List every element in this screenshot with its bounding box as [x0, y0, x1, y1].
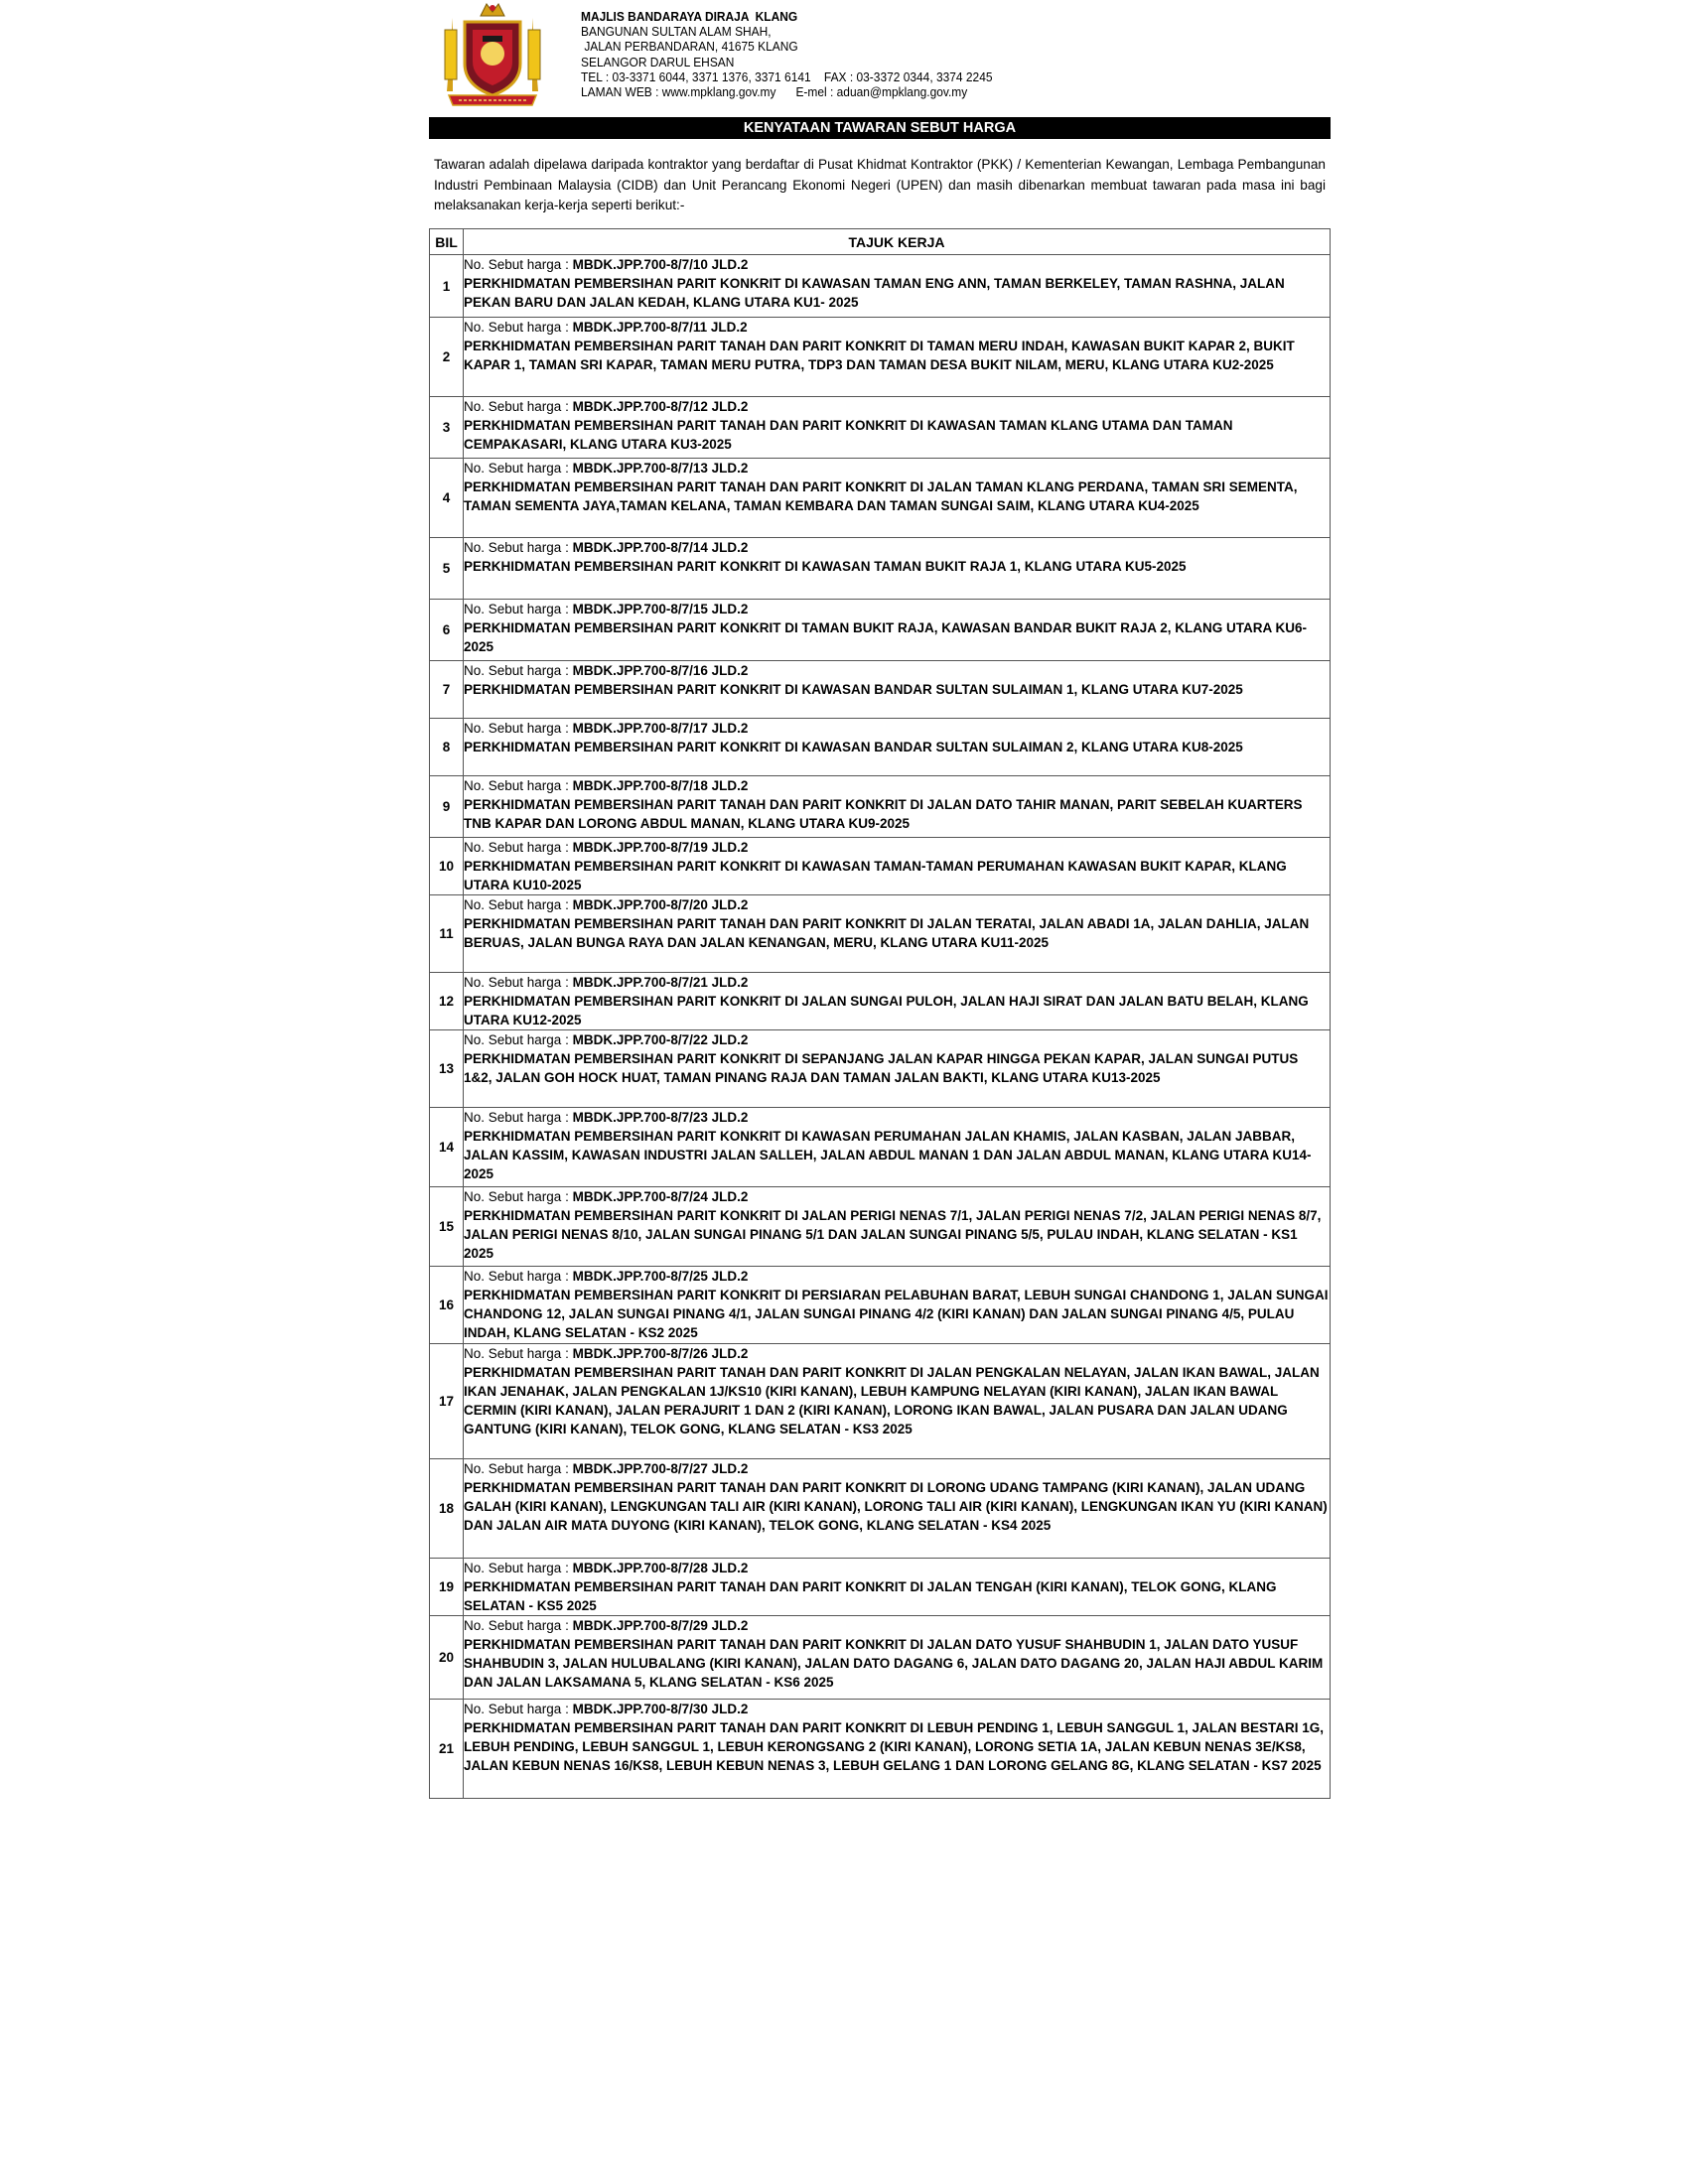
job-title: PERKHIDMATAN PEMBERSIHAN PARIT TANAH DAN PARIT KONKRIT DI JALAN TERATAI, JALAN ABADI 1A, JALAN DAHLIA, JALAN BERUAS, JALAN BUNGA RAYA DAN JALAN KENANGAN, MERU, KLANG UTARA KU11-2025	[464, 916, 1310, 950]
job-title: PERKHIDMATAN PEMBERSIHAN PARIT TANAH DAN PARIT KONKRIT DI JALAN DATO TAHIR MANAN, PARIT SEBELAH KUARTERS TNB KAPAR DAN LORONG ABDUL MANAN, KLANG UTARA KU9-2025	[464, 797, 1303, 831]
job-title: PERKHIDMATAN PEMBERSIHAN PARIT KONKRIT DI KAWASAN BANDAR SULTAN SULAIMAN 1, KLANG UTARA KU7-2025	[464, 682, 1243, 697]
quotation-ref-number: MBDK.JPP.700-8/7/18 JLD.2	[572, 778, 749, 793]
ref-label: No. Sebut harga :	[464, 1110, 569, 1125]
row-number: 20	[430, 1616, 464, 1700]
quotation-ref-number: MBDK.JPP.700-8/7/21 JLD.2	[572, 975, 749, 990]
ref-label: No. Sebut harga :	[464, 399, 569, 414]
table-row	[430, 1700, 1331, 1799]
row-job-cell	[464, 397, 1331, 459]
quotation-ref-number: MBDK.JPP.700-8/7/20 JLD.2	[572, 897, 749, 912]
address-line-2: JALAN PERBANDARAN, 41675 KLANG	[581, 39, 798, 55]
row-number: 12	[430, 973, 464, 1030]
ref-label: No. Sebut harga :	[464, 461, 569, 476]
ref-label: No. Sebut harga :	[464, 975, 569, 990]
web-email-line: LAMAN WEB : www.mpklang.gov.my E-mel : aduan@mpklang.gov.my	[581, 84, 968, 100]
job-title: PERKHIDMATAN PEMBERSIHAN PARIT KONKRIT DI KAWASAN BANDAR SULTAN SULAIMAN 2, KLANG UTARA KU8-2025	[464, 740, 1243, 754]
ref-label: No. Sebut harga :	[464, 840, 569, 855]
quotation-ref-number: MBDK.JPP.700-8/7/29 JLD.2	[572, 1618, 749, 1633]
job-title: PERKHIDMATAN PEMBERSIHAN PARIT KONKRIT DI KAWASAN TAMAN ENG ANN, TAMAN BERKELEY, TAMAN RASHNA, JALAN PEKAN BARU DAN JALAN KEDAH, KLANG UTARA KU1- 2025	[464, 276, 1285, 310]
row-number: 2	[430, 318, 464, 397]
address-line-1: BANGUNAN SULTAN ALAM SHAH,	[581, 24, 772, 40]
quotation-ref-number: MBDK.JPP.700-8/7/13 JLD.2	[572, 461, 749, 476]
table-row	[430, 255, 1331, 318]
quotation-ref-number: MBDK.JPP.700-8/7/10 JLD.2	[572, 257, 749, 272]
quotation-ref-number: MBDK.JPP.700-8/7/14 JLD.2	[572, 540, 749, 555]
quotation-ref-number: MBDK.JPP.700-8/7/30 JLD.2	[572, 1702, 749, 1716]
ref-label: No. Sebut harga :	[464, 1189, 569, 1204]
table-row	[430, 838, 1331, 895]
job-title: PERKHIDMATAN PEMBERSIHAN PARIT KONKRIT DI JALAN SUNGAI PULOH, JALAN HAJI SIRAT DAN JALAN BATU BELAH, KLANG UTARA KU12-2025	[464, 994, 1309, 1027]
row-number: 18	[430, 1459, 464, 1559]
ref-label: No. Sebut harga :	[464, 540, 569, 555]
quotation-ref-number: MBDK.JPP.700-8/7/22 JLD.2	[572, 1032, 749, 1047]
row-job-cell	[464, 1267, 1331, 1344]
table-row	[430, 318, 1331, 397]
ref-label: No. Sebut harga :	[464, 1461, 569, 1476]
notice-title-banner: KENYATAAN TAWARAN SEBUT HARGA	[429, 117, 1331, 139]
row-job-cell	[464, 895, 1331, 973]
job-title: PERKHIDMATAN PEMBERSIHAN PARIT TANAH DAN PARIT KONKRIT DI JALAN DATO YUSUF SHAHBUDIN 1, JALAN DATO YUSUF SHAHBUDIN 3, JALAN HULUBALANG (KIRI KANAN), JALAN DATO DAGANG 6, JALAN DATO DAGANG 20, JALAN HAJI ABDUL KARIM DAN JALAN LAKSAMANA 5, KLANG SELATAN - KS6 2025	[464, 1637, 1324, 1690]
ref-label: No. Sebut harga :	[464, 897, 569, 912]
table-row	[430, 776, 1331, 838]
quotation-ref-number: MBDK.JPP.700-8/7/27 JLD.2	[572, 1461, 749, 1476]
row-number: 7	[430, 661, 464, 719]
quotation-ref-number: MBDK.JPP.700-8/7/25 JLD.2	[572, 1269, 749, 1284]
row-number: 6	[430, 600, 464, 661]
job-title: PERKHIDMATAN PEMBERSIHAN PARIT KONKRIT DI TAMAN BUKIT RAJA, KAWASAN BANDAR BUKIT RAJA 2, KLANG UTARA KU6-2025	[464, 620, 1307, 654]
row-number: 15	[430, 1187, 464, 1267]
row-job-cell	[464, 318, 1331, 397]
row-number: 1	[430, 255, 464, 318]
quotation-ref-number: MBDK.JPP.700-8/7/12 JLD.2	[572, 399, 749, 414]
table-row	[430, 538, 1331, 600]
table-row	[430, 895, 1331, 973]
col-header-bil: BIL	[430, 229, 464, 255]
org-address-block	[581, 9, 1029, 99]
table-header-row	[430, 229, 1331, 255]
job-title: PERKHIDMATAN PEMBERSIHAN PARIT TANAH DAN PARIT KONKRIT DI KAWASAN TAMAN KLANG UTAMA DAN TAMAN CEMPAKASARI, KLANG UTARA KU3-2025	[464, 418, 1233, 452]
row-job-cell	[464, 255, 1331, 318]
table-row	[430, 1559, 1331, 1616]
job-title: PERKHIDMATAN PEMBERSIHAN PARIT KONKRIT DI JALAN PERIGI NENAS 7/1, JALAN PERIGI NENAS 7/2, JALAN PERIGI NENAS 8/7, JALAN PERIGI NENAS 8/10, JALAN SUNGAI PINANG 5/1 DAN JALAN SUNGAI PINANG 5/5, PULAU INDAH, KLANG SELATAN - KS1 2025	[464, 1208, 1322, 1261]
quotation-ref-number: MBDK.JPP.700-8/7/28 JLD.2	[572, 1561, 749, 1575]
notice-page	[427, 0, 1331, 1773]
intro-paragraph: Tawaran adalah dipelawa daripada kontraktor yang berdaftar di Pusat Khidmat Kontraktor (PKK) / Kementerian Kewangan, Lembaga Pembangunan Industri Pembinaan Malaysia (CIDB) dan Unit Perancang Ekonomi Negeri (UPEN) dan masih dibenarkan membuat tawaran pada masa ini bagi melaksanakan kerja-kerja seperti berikut:-	[434, 157, 1326, 212]
job-title: PERKHIDMATAN PEMBERSIHAN PARIT KONKRIT DI KAWASAN TAMAN BUKIT RAJA 1, KLANG UTARA KU5-2025	[464, 559, 1187, 574]
ref-label: No. Sebut harga :	[464, 1561, 569, 1575]
table-row	[430, 397, 1331, 459]
table-row	[430, 1108, 1331, 1187]
job-title: PERKHIDMATAN PEMBERSIHAN PARIT TANAH DAN PARIT KONKRIT DI JALAN PENGKALAN NELAYAN, JALAN IKAN BAWAL, JALAN IKAN JENAHAK, JALAN PENGKALAN 1J/KS10 (KIRI KANAN), LEBUH KAMPUNG NELAYAN (KIRI KANAN), JALAN IKAN BAWAL CERMIN (KIRI KANAN), JALAN PERAJURIT 1 DAN 2 (KIRI KANAN), LORONG IKAN BAWAL, JALAN PUSARA DAN JALAN UDANG GANTUNG (KIRI KANAN), TELOK GONG, KLANG SELATAN - KS3 2025	[464, 1365, 1320, 1436]
quotation-ref-number: MBDK.JPP.700-8/7/24 JLD.2	[572, 1189, 749, 1204]
ref-label: No. Sebut harga :	[464, 721, 569, 736]
quotation-ref-number: MBDK.JPP.700-8/7/16 JLD.2	[572, 663, 749, 678]
row-number: 8	[430, 719, 464, 776]
job-title: PERKHIDMATAN PEMBERSIHAN PARIT KONKRIT DI SEPANJANG JALAN KAPAR HINGGA PEKAN KAPAR, JALAN SUNGAI PUTUS 1&2, JALAN GOH HOCK HUAT, TAMAN PINANG RAJA DAN TAMAN JALAN BAKTI, KLANG UTARA KU13-2025	[464, 1051, 1299, 1085]
row-job-cell	[464, 776, 1331, 838]
table-row	[430, 1616, 1331, 1700]
ref-label: No. Sebut harga :	[464, 663, 569, 678]
row-job-cell	[464, 838, 1331, 895]
ref-label: No. Sebut harga :	[464, 320, 569, 335]
row-job-cell	[464, 1344, 1331, 1459]
row-number: 17	[430, 1344, 464, 1459]
row-job-cell	[464, 1108, 1331, 1187]
quotation-ref-number: MBDK.JPP.700-8/7/19 JLD.2	[572, 840, 749, 855]
row-number: 13	[430, 1030, 464, 1108]
org-name: MAJLIS BANDARAYA DIRAJA KLANG	[581, 9, 798, 24]
ref-label: No. Sebut harga :	[464, 1618, 569, 1633]
row-job-cell	[464, 973, 1331, 1030]
row-number: 21	[430, 1700, 464, 1799]
row-number: 4	[430, 459, 464, 538]
ref-label: No. Sebut harga :	[464, 778, 569, 793]
row-job-cell	[464, 1030, 1331, 1108]
row-job-cell	[464, 600, 1331, 661]
row-number: 14	[430, 1108, 464, 1187]
row-number: 3	[430, 397, 464, 459]
ref-label: No. Sebut harga :	[464, 1032, 569, 1047]
row-number: 5	[430, 538, 464, 600]
letterhead	[427, 0, 1331, 114]
job-title: PERKHIDMATAN PEMBERSIHAN PARIT TANAH DAN PARIT KONKRIT DI TAMAN MERU INDAH, KAWASAN BUKIT KAPAR 2, BUKIT KAPAR 1, TAMAN SRI KAPAR, TAMAN MERU PUTRA, TDP3 DAN TAMAN DESA BUKIT NILAM, MERU, KLANG UTARA KU2-2025	[464, 339, 1295, 372]
quotation-ref-number: MBDK.JPP.700-8/7/15 JLD.2	[572, 602, 749, 616]
table-row	[430, 1030, 1331, 1108]
row-job-cell	[464, 1459, 1331, 1559]
ref-label: No. Sebut harga :	[464, 257, 569, 272]
works-table-body	[430, 255, 1331, 1799]
row-job-cell	[464, 719, 1331, 776]
job-title: PERKHIDMATAN PEMBERSIHAN PARIT KONKRIT DI KAWASAN PERUMAHAN JALAN KHAMIS, JALAN KASBAN, JALAN JABBAR, JALAN KASSIM, KAWASAN INDUSTRI JALAN SALLEH, JALAN ABDUL MANAN 1 DAN JALAN ABDUL MANAN, KLANG UTARA KU14-2025	[464, 1129, 1312, 1181]
table-row	[430, 1267, 1331, 1344]
row-job-cell	[464, 538, 1331, 600]
quotation-ref-number: MBDK.JPP.700-8/7/26 JLD.2	[572, 1346, 749, 1361]
row-job-cell	[464, 1559, 1331, 1616]
job-title: PERKHIDMATAN PEMBERSIHAN PARIT TANAH DAN PARIT KONKRIT DI LORONG UDANG TAMPANG (KIRI KANAN), JALAN UDANG GALAH (KIRI KANAN), LENGKUNGAN TALI AIR (KIRI KANAN), LORONG TALI AIR (KIRI KANAN), LENGKUNGAN IKAN YU (KIRI KANAN) DAN JALAN AIR MATA DUYONG (KIRI KANAN), TELOK GONG, KLANG SELATAN - KS4 2025	[464, 1480, 1328, 1533]
table-row	[430, 1187, 1331, 1267]
job-title: PERKHIDMATAN PEMBERSIHAN PARIT KONKRIT DI PERSIARAN PELABUHAN BARAT, LEBUH SUNGAI CHANDONG 1, JALAN SUNGAI CHANDONG 12, JALAN SUNGAI PINANG 4/1, JALAN SUNGAI PINANG 4/2 (KIRI KANAN) DAN JALAN SUNGAI PINANG 4/5, PULAU INDAH, KLANG SELATAN - KS2 2025	[464, 1288, 1329, 1340]
contact-line: TEL : 03-3371 6044, 3371 1376, 3371 6141 FAX : 03-3372 0344, 3374 2245	[581, 68, 993, 84]
job-title: PERKHIDMATAN PEMBERSIHAN PARIT TANAH DAN PARIT KONKRIT DI JALAN TENGAH (KIRI KANAN), TELOK GONG, KLANG SELATAN - KS5 2025	[464, 1579, 1277, 1613]
quotation-ref-number: MBDK.JPP.700-8/7/23 JLD.2	[572, 1110, 749, 1125]
ref-label: No. Sebut harga :	[464, 602, 569, 616]
quotation-ref-number: MBDK.JPP.700-8/7/11 JLD.2	[572, 320, 748, 335]
works-table	[429, 228, 1331, 1799]
table-row	[430, 1459, 1331, 1559]
row-job-cell	[464, 1700, 1331, 1799]
ref-label: No. Sebut harga :	[464, 1702, 569, 1716]
mbdk-crest-icon	[441, 0, 544, 109]
row-number: 16	[430, 1267, 464, 1344]
row-job-cell	[464, 1616, 1331, 1700]
table-row	[430, 719, 1331, 776]
table-row	[430, 600, 1331, 661]
row-number: 11	[430, 895, 464, 973]
ref-label: No. Sebut harga :	[464, 1269, 569, 1284]
table-row	[430, 459, 1331, 538]
table-row	[430, 661, 1331, 719]
table-row	[430, 1344, 1331, 1459]
address-line-3: SELANGOR DARUL EHSAN	[581, 54, 735, 69]
col-header-title: TAJUK KERJA	[464, 229, 1331, 255]
quotation-ref-number: MBDK.JPP.700-8/7/17 JLD.2	[572, 721, 749, 736]
row-job-cell	[464, 1187, 1331, 1267]
job-title: PERKHIDMATAN PEMBERSIHAN PARIT KONKRIT DI KAWASAN TAMAN-TAMAN PERUMAHAN KAWASAN BUKIT KAPAR, KLANG UTARA KU10-2025	[464, 859, 1287, 892]
table-row	[430, 973, 1331, 1030]
job-title: PERKHIDMATAN PEMBERSIHAN PARIT TANAH DAN PARIT KONKRIT DI LEBUH PENDING 1, LEBUH SANGGUL 1, JALAN BESTARI 1G, LEBUH PENDING, LEBUH SANGGUL 1, LEBUH KERONGSANG 2 (KIRI KANAN), LORONG SETIA 1A, JALAN KEBUN NENAS 3E/KS8, JALAN KEBUN NENAS 16/KS8, LEBUH KEBUN NENAS 3, LEBUH GELANG 1 DAN LORONG GELANG 8G, KLANG SELATAN - KS7 2025	[464, 1720, 1325, 1773]
row-job-cell	[464, 661, 1331, 719]
row-number: 10	[430, 838, 464, 895]
row-number: 19	[430, 1559, 464, 1616]
row-number: 9	[430, 776, 464, 838]
row-job-cell	[464, 459, 1331, 538]
ref-label: No. Sebut harga :	[464, 1346, 569, 1361]
job-title: PERKHIDMATAN PEMBERSIHAN PARIT TANAH DAN PARIT KONKRIT DI JALAN TAMAN KLANG PERDANA, TAMAN SRI SEMENTA, TAMAN SEMENTA JAYA,TAMAN KELANA, TAMAN KEMBARA DAN TAMAN SUNGAI SAIM, KLANG UTARA KU4-2025	[464, 479, 1298, 513]
